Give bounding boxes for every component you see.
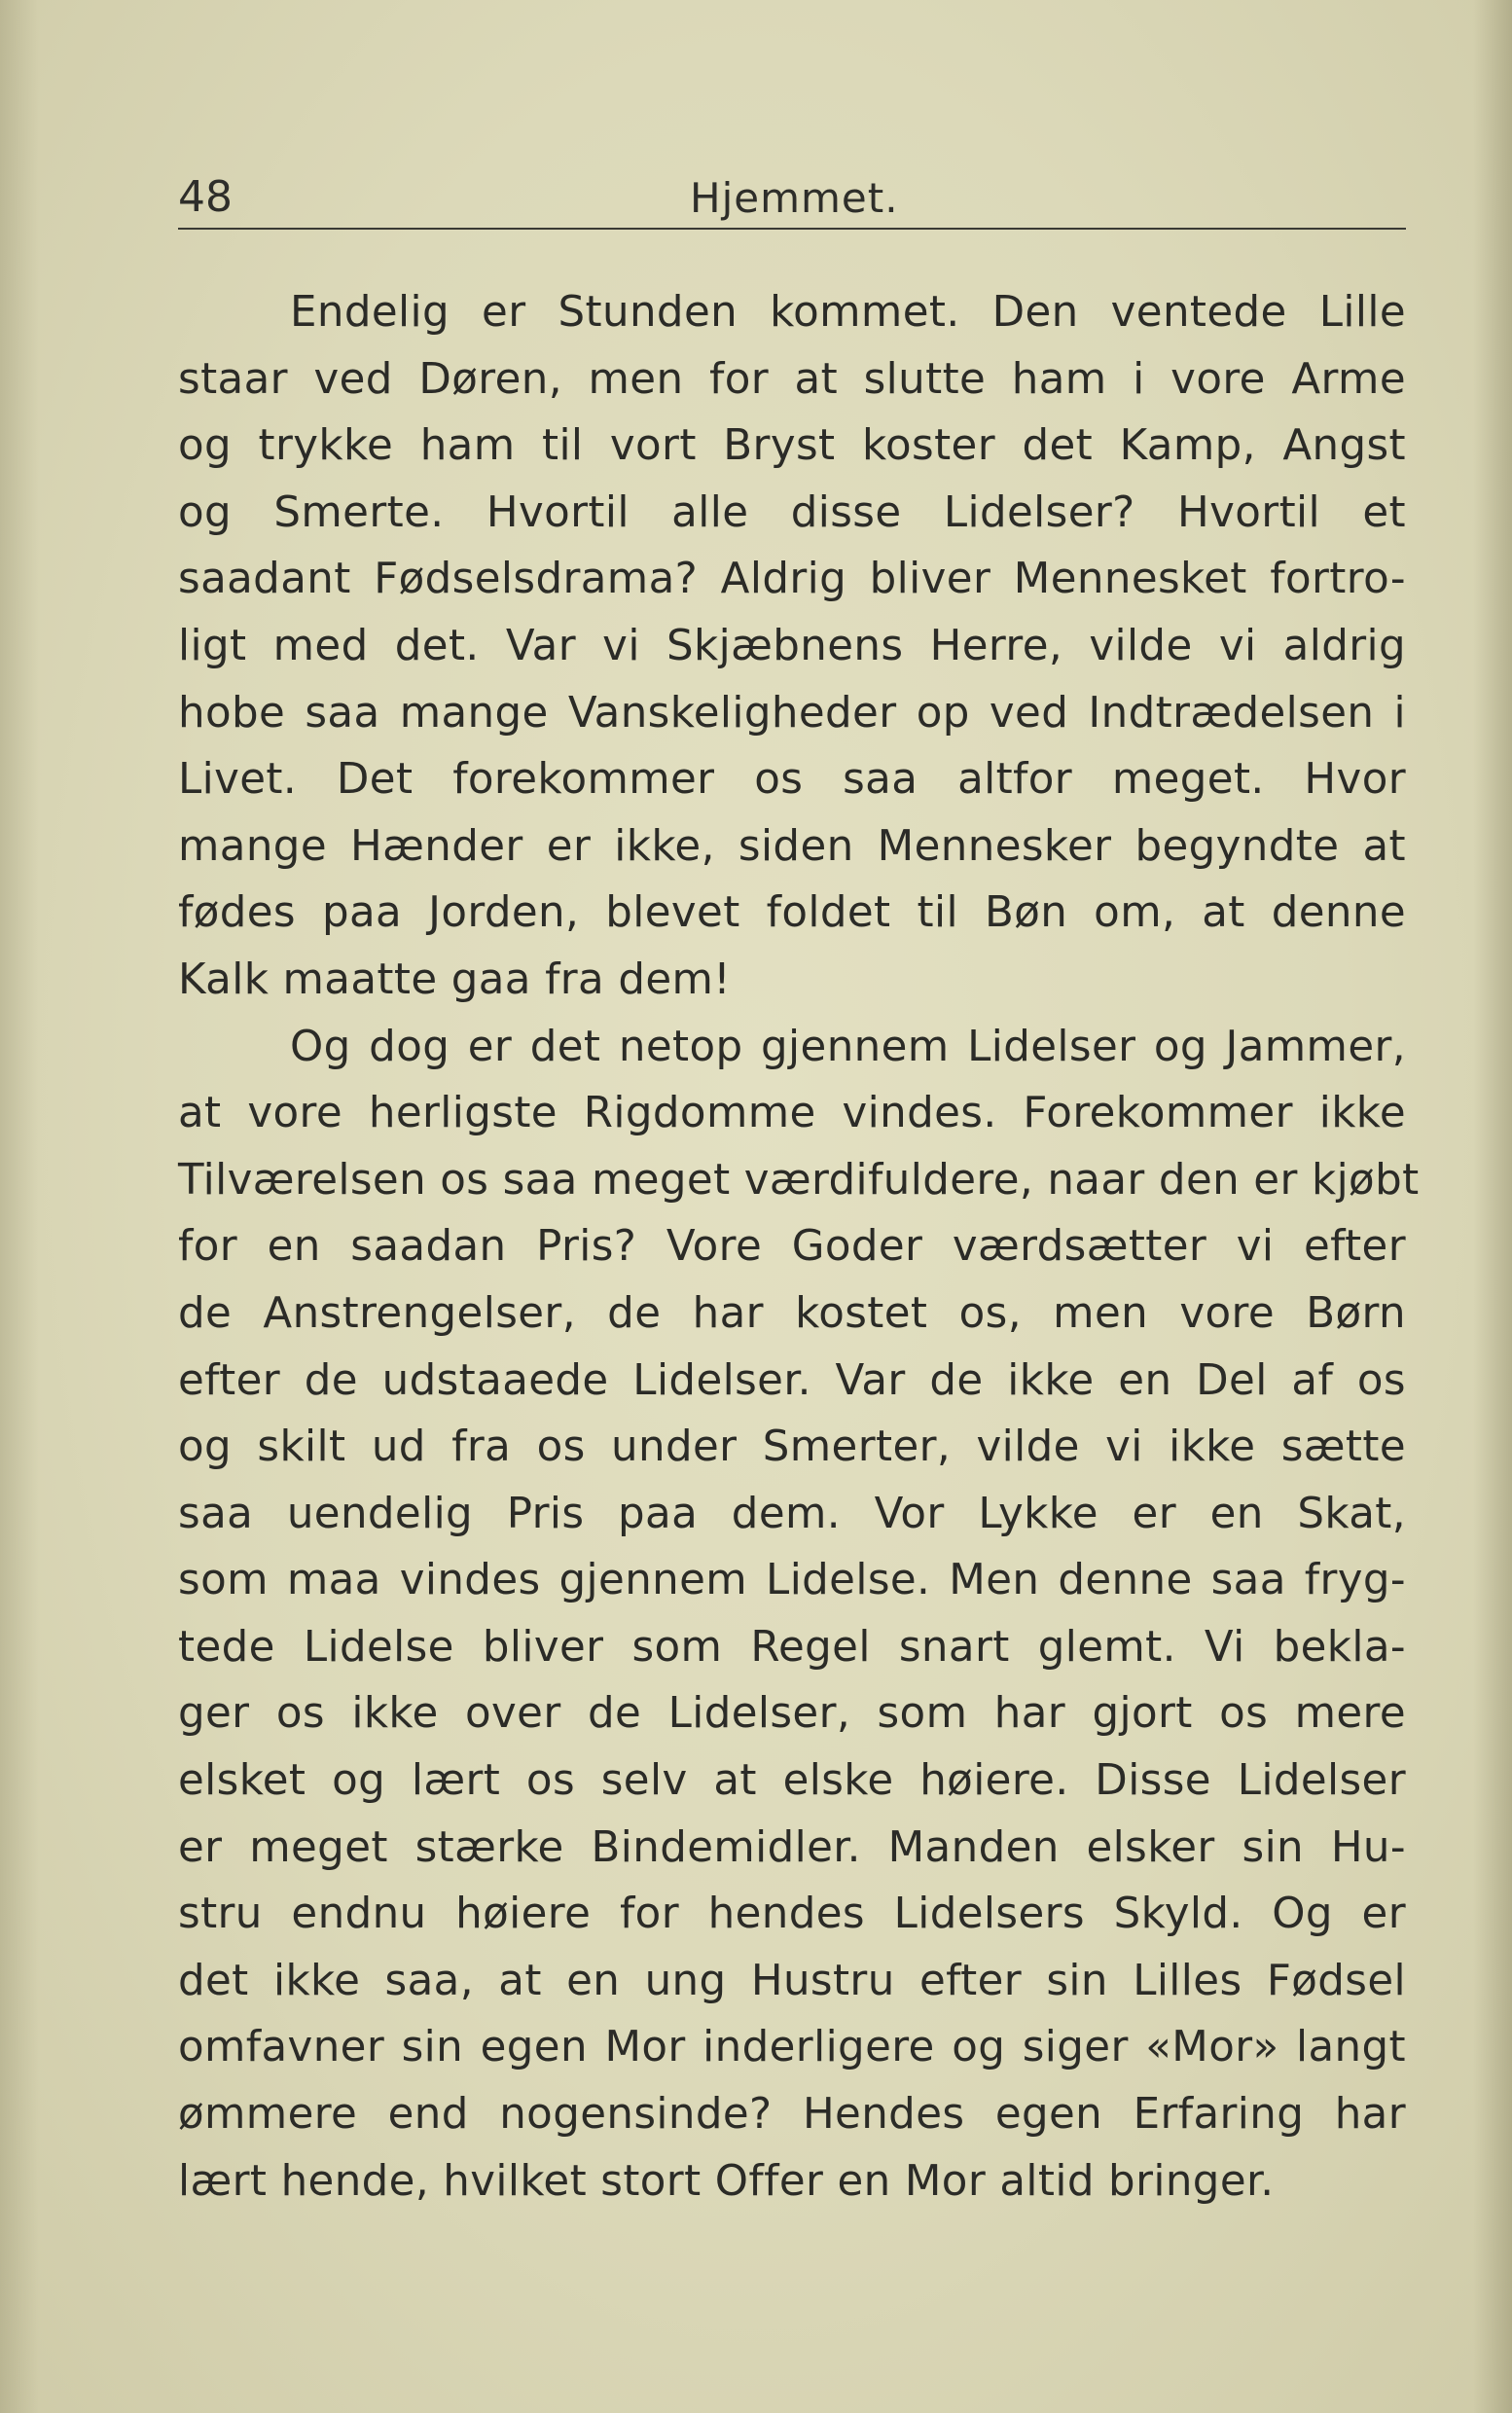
text-line: ger os ikke over de Lidelser, som har gjort os mere — [178, 1689, 1406, 1739]
text-line: for en saadan Pris? Vore Goder værdsætter vi efter — [178, 1222, 1406, 1272]
text-line: stru endnu høiere for hendes Lidelsers Skyld. Og er — [178, 1890, 1406, 1939]
text-line: at vore herligste Rigdomme vindes. Forekommer ikke — [178, 1089, 1406, 1138]
text-line: efter de udstaaede Lidelser. Var de ikke en Del af os — [178, 1355, 1406, 1405]
paragraph-2 — [178, 1014, 1420, 2215]
paragraph-1 — [178, 279, 1406, 1014]
text-line: og skilt ud fra os under Smerter, vilde vi ikke sætte — [178, 1423, 1406, 1472]
text-line: Endelig er Stunden kommet. Den ventede Lille — [290, 288, 1406, 337]
text-line: ømmere end nogensinde? Hendes egen Erfaring har — [178, 2090, 1406, 2140]
text-line: hobe saa mange Vanskeligheder op ved Indtrædelsen i — [178, 688, 1406, 738]
text-line: som maa vindes gjennem Lidelse. Men denne saa fryg- — [178, 1556, 1406, 1605]
text-line: lært hende, hvilket stort Offer en Mor altid bringer. — [178, 2156, 1275, 2206]
text-line: staar ved Døren, men for at slutte ham i vore Arme — [178, 354, 1406, 404]
text-line: de Anstrengelser, de har kostet os, men vore Børn — [178, 1288, 1406, 1338]
right-edge-shadow — [1473, 0, 1512, 2413]
text-line: saa uendelig Pris paa dem. Vor Lykke er en Skat, — [178, 1489, 1406, 1538]
text-line: Tilværelsen os saa meget værdifuldere, naar den er kjøbt — [178, 1155, 1420, 1205]
left-edge-shadow — [0, 0, 39, 2413]
text-line: Og dog er det netop gjennem Lidelser og Jammer, — [290, 1022, 1406, 1071]
text-line: er meget stærke Bindemidler. Manden elsker sin Hu- — [178, 1822, 1406, 1872]
text-line: og Smerte. Hvortil alle disse Lidelser? Hvortil et — [178, 487, 1406, 537]
running-header — [178, 154, 1406, 230]
text-line: ligt med det. Var vi Skjæbnens Herre, vilde vi aldrig — [178, 621, 1406, 670]
text-line: omfavner sin egen Mor inderligere og siger «Mor» langt — [178, 2023, 1406, 2072]
text-line: Kalk maatte gaa fra dem! — [178, 954, 732, 1004]
text-line: tede Lidelse bliver som Regel snart glemt. Vi bekla- — [178, 1622, 1406, 1672]
text-line: fødes paa Jorden, blevet foldet til Bøn om, at denne — [178, 888, 1406, 938]
text-line: saadant Fødselsdrama? Aldrig bliver Mennesket fortro- — [178, 555, 1406, 604]
text-line: Livet. Det forekommer os saa altfor meget. Hvor — [178, 755, 1406, 805]
body-text — [178, 279, 1420, 2215]
text-line: mange Hænder er ikke, siden Mennesker begyndte at — [178, 821, 1406, 871]
text-line: det ikke saa, at en ung Hustru efter sin Lilles Fødsel — [178, 1956, 1406, 2005]
text-line: elsket og lært os selv at elske høiere. Disse Lidelser — [178, 1756, 1406, 1806]
running-title: Hjemmet. — [690, 174, 899, 222]
text-line: og trykke ham til vort Bryst koster det Kamp, Angst — [178, 421, 1406, 471]
page-number: 48 — [178, 172, 233, 222]
